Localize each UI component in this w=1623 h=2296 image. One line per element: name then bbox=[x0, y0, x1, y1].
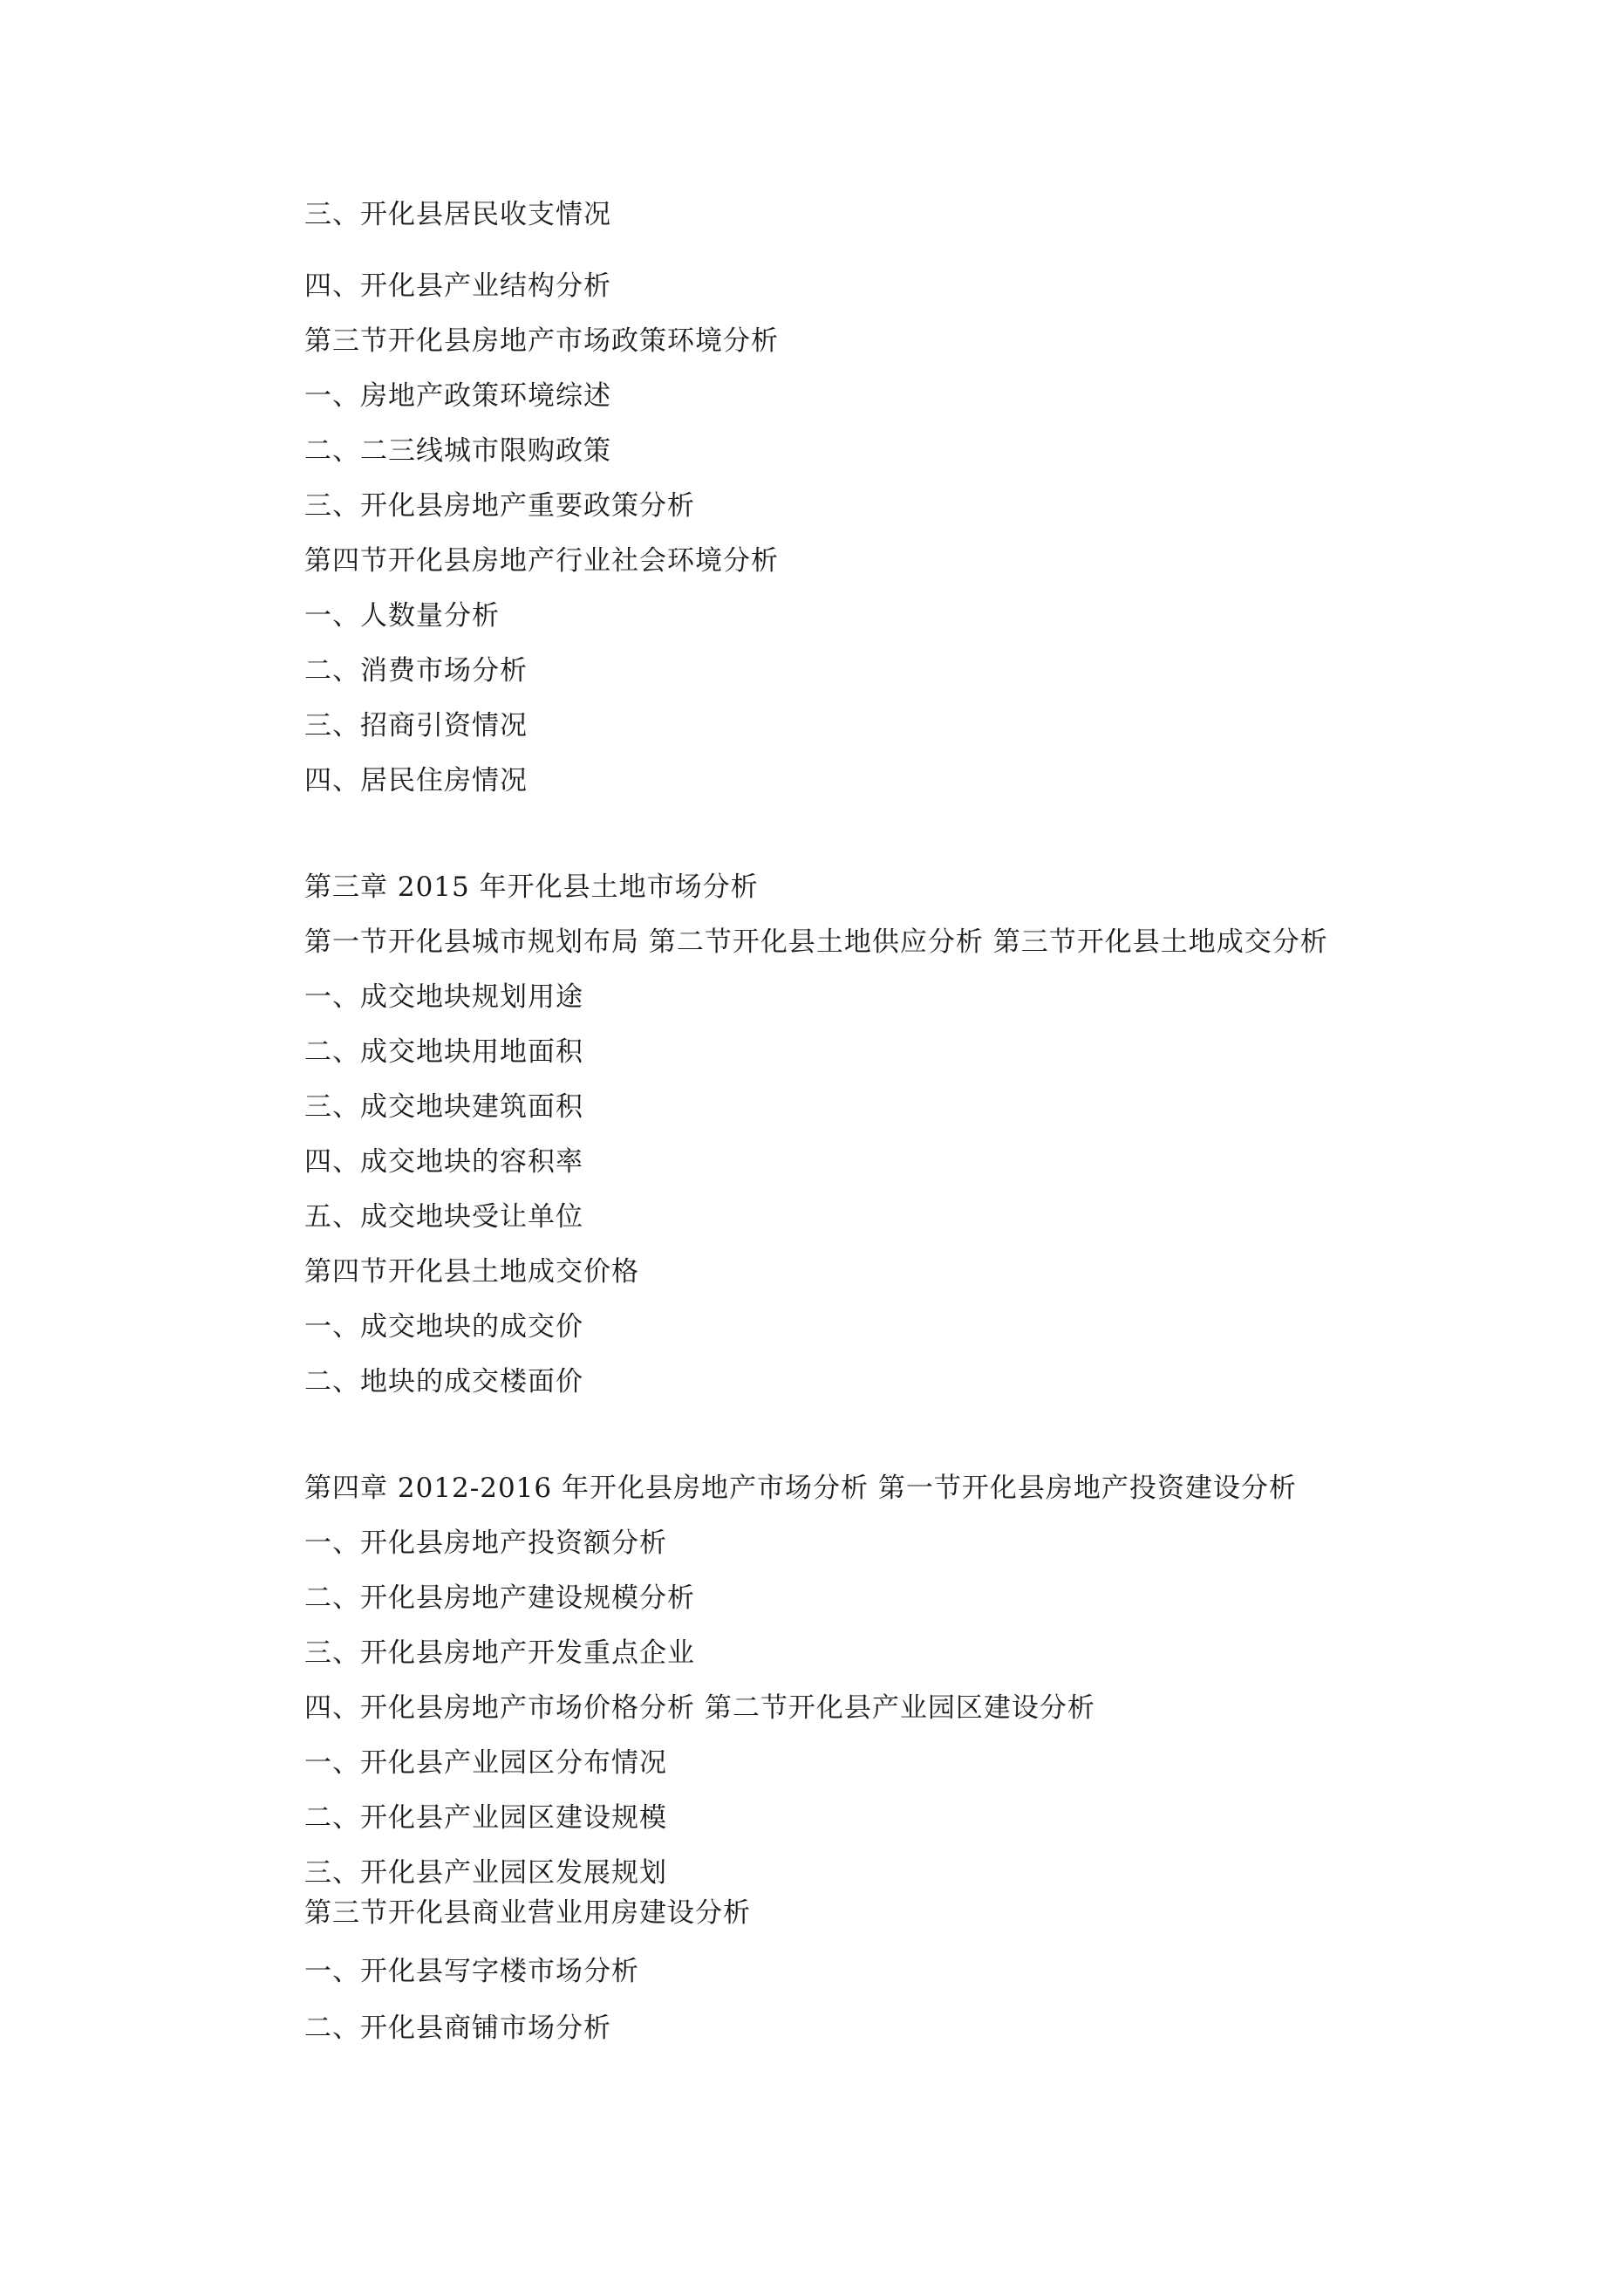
toc-line: 一、成交地块的成交价 bbox=[304, 1311, 583, 1343]
toc-line: 一、开化县写字楼市场分析 bbox=[304, 1956, 639, 1987]
toc-section-heading: 第三节开化县商业营业用房建设分析 bbox=[304, 1897, 751, 1929]
toc-line: 四、居民住房情况 bbox=[304, 765, 528, 796]
toc-line: 二、开化县商铺市场分析 bbox=[304, 2012, 611, 2044]
toc-line: 四、开化县房地产市场价格分析 第二节开化县产业园区建设分析 bbox=[304, 1692, 1095, 1724]
toc-section-heading: 第四节开化县房地产行业社会环境分析 bbox=[304, 545, 779, 577]
toc-section-heading: 第三节开化县房地产市场政策环境分析 bbox=[304, 325, 779, 357]
toc-line: 五、成交地块受让单位 bbox=[304, 1201, 583, 1233]
toc-chapter-heading: 第四章 2012-2016 年开化县房地产市场分析 第一节开化县房地产投资建设分析 bbox=[304, 1473, 1297, 1504]
toc-line: 二、成交地块用地面积 bbox=[304, 1036, 583, 1068]
toc-section-heading: 第四节开化县土地成交价格 bbox=[304, 1256, 639, 1288]
toc-section-heading: 第一节开化县城市规划布局 第二节开化县土地供应分析 第三节开化县土地成交分析 bbox=[304, 926, 1328, 958]
toc-line: 一、开化县产业园区分布情况 bbox=[304, 1747, 667, 1779]
toc-line: 二、开化县产业园区建设规模 bbox=[304, 1802, 667, 1834]
toc-line: 一、房地产政策环境综述 bbox=[304, 380, 611, 412]
toc-line: 二、消费市场分析 bbox=[304, 655, 528, 687]
toc-line: 三、开化县产业园区发展规划 bbox=[304, 1857, 667, 1889]
toc-line: 一、成交地块规划用途 bbox=[304, 981, 583, 1013]
toc-line: 二、开化县房地产建设规模分析 bbox=[304, 1582, 695, 1614]
toc-line: 三、开化县居民收支情况 bbox=[304, 199, 611, 230]
toc-line: 一、开化县房地产投资额分析 bbox=[304, 1527, 667, 1559]
toc-line: 三、开化县房地产重要政策分析 bbox=[304, 490, 695, 522]
toc-line: 三、开化县房地产开发重点企业 bbox=[304, 1637, 695, 1669]
toc-line: 四、成交地块的容积率 bbox=[304, 1146, 583, 1178]
toc-line: 三、招商引资情况 bbox=[304, 710, 528, 741]
toc-line: 三、成交地块建筑面积 bbox=[304, 1091, 583, 1123]
toc-line: 一、人数量分析 bbox=[304, 600, 500, 632]
toc-line: 二、地块的成交楼面价 bbox=[304, 1366, 583, 1397]
toc-line: 四、开化县产业结构分析 bbox=[304, 270, 611, 302]
toc-line: 二、二三线城市限购政策 bbox=[304, 435, 611, 467]
toc-chapter-heading: 第三章 2015 年开化县土地市场分析 bbox=[304, 871, 759, 903]
